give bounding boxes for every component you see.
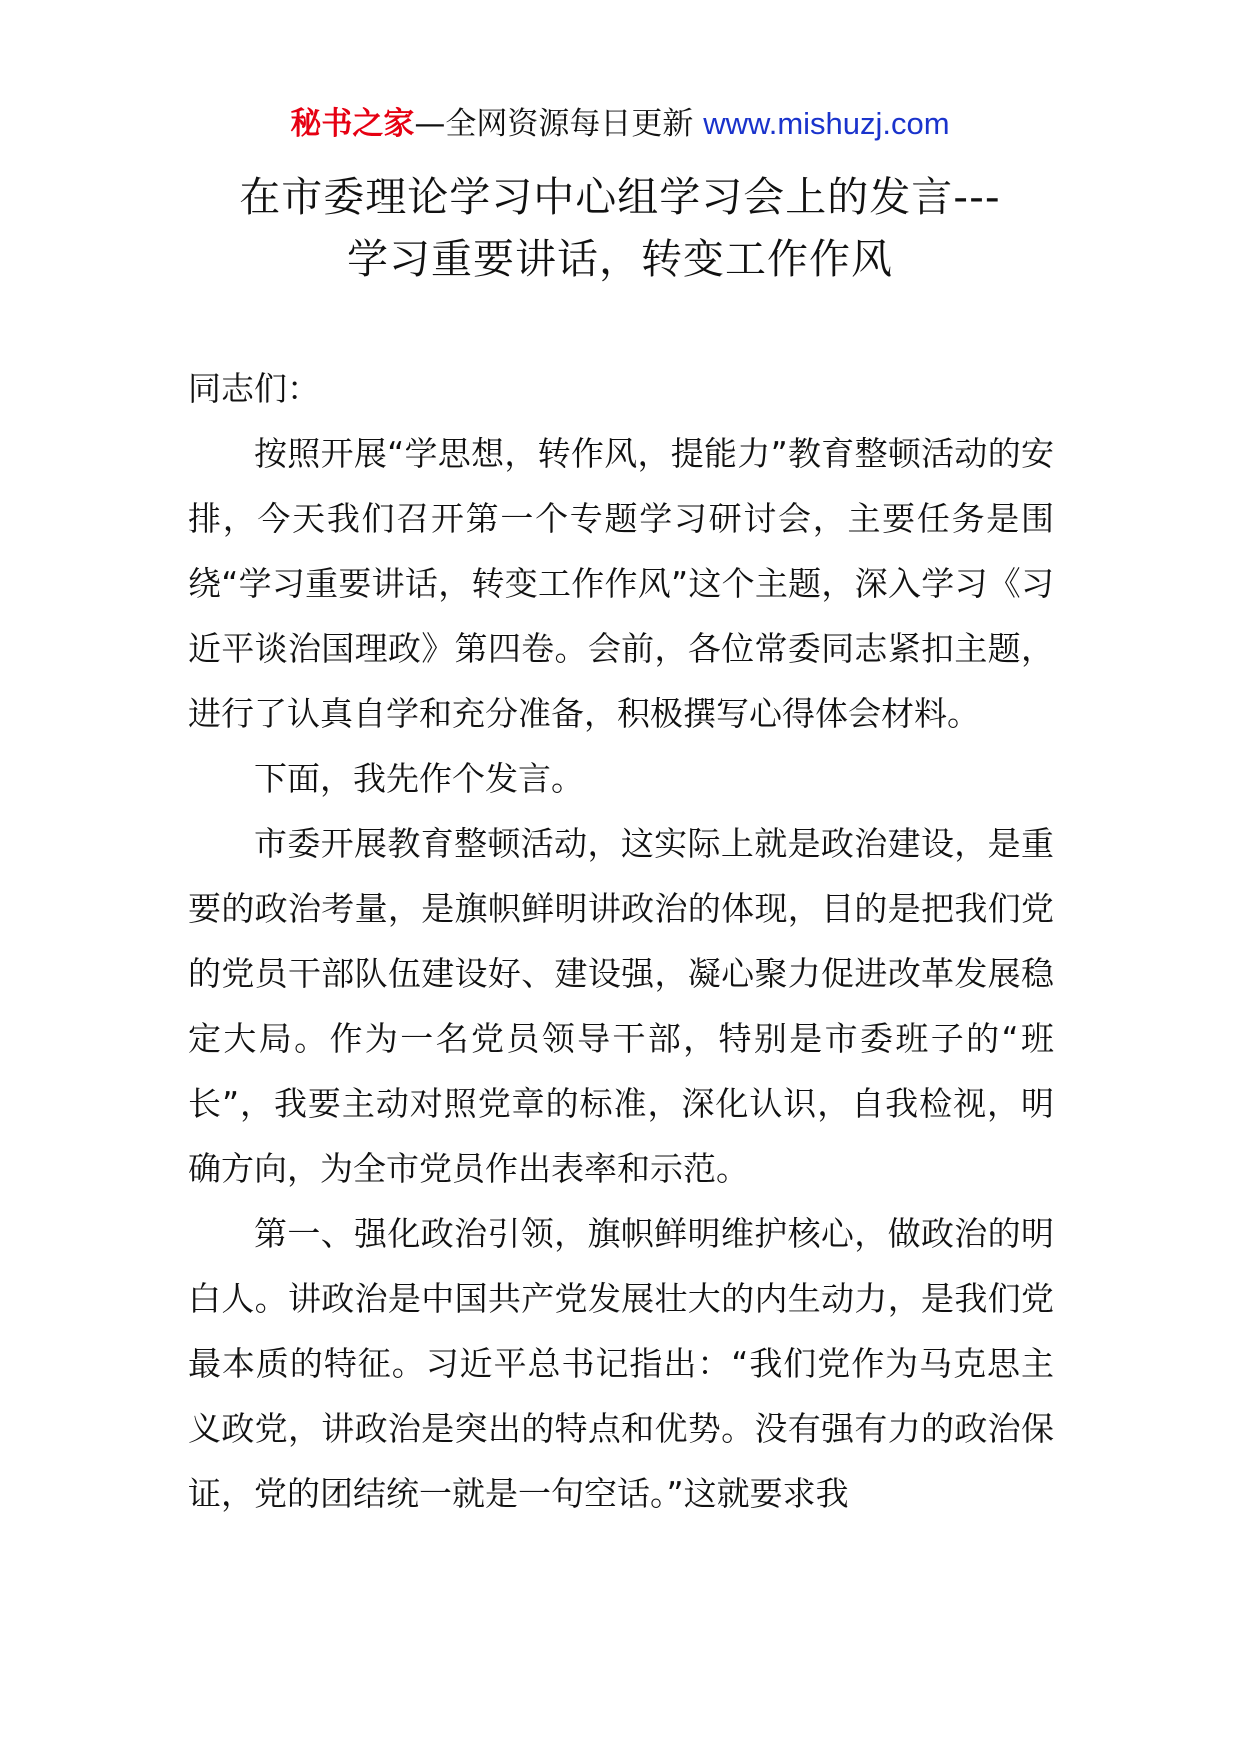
document-body xyxy=(188,356,1054,1526)
site-header-banner xyxy=(0,102,1240,146)
brand-name: 秘书之家 xyxy=(290,106,415,142)
paragraph-intro: 按照开展“学思想，转作风，提能力”教育整顿活动的安排，今天我们召开第一个专题学习研讨会，主要任务是围绕“学习重要讲话，转变工作作风”这个主题，深入学习《习近平谈治国理政》第四卷。会前，各位常委同志紧扣主题，进行了认真自学和充分准备，积极撰写心得体会材料。 xyxy=(188,434,1054,733)
salutation: 同志们： xyxy=(188,369,320,408)
header-tagline: —全网资源每日更新 xyxy=(414,106,694,142)
title-line-1: 在市委理论学习中心组学习会上的发言--- xyxy=(239,173,1001,221)
paragraph-point-one: 第一、强化政治引领，旗帜鲜明维护核心，做政治的明白人。讲政治是中国共产党发展壮大的内生动力，是我们党最本质的特征。习近平总书记指出：“我们党作为马克思主义政党，讲政治是突出的特点和优势。没有强有力的政治保证，党的团结统一就是一句空话。”这就要求我 xyxy=(188,1214,1054,1513)
paragraph-transition: 下面，我先作个发言。 xyxy=(254,759,584,798)
document-title xyxy=(150,166,1090,290)
title-line-2: 学习重要讲话，转变工作作风 xyxy=(347,235,893,283)
site-url-link[interactable]: www.mishuzj.com xyxy=(703,106,950,141)
paragraph-context: 市委开展教育整顿活动，这实际上就是政治建设，是重要的政治考量，是旗帜鲜明讲政治的体现，目的是把我们党的党员干部队伍建设好、建设强，凝心聚力促进改革发展稳定大局。作为一名党员领导干部，特别是市委班子的“班长”，我要主动对照党章的标准，深化认识，自我检视，明确方向，为全市党员作出表率和示范。 xyxy=(188,824,1054,1188)
